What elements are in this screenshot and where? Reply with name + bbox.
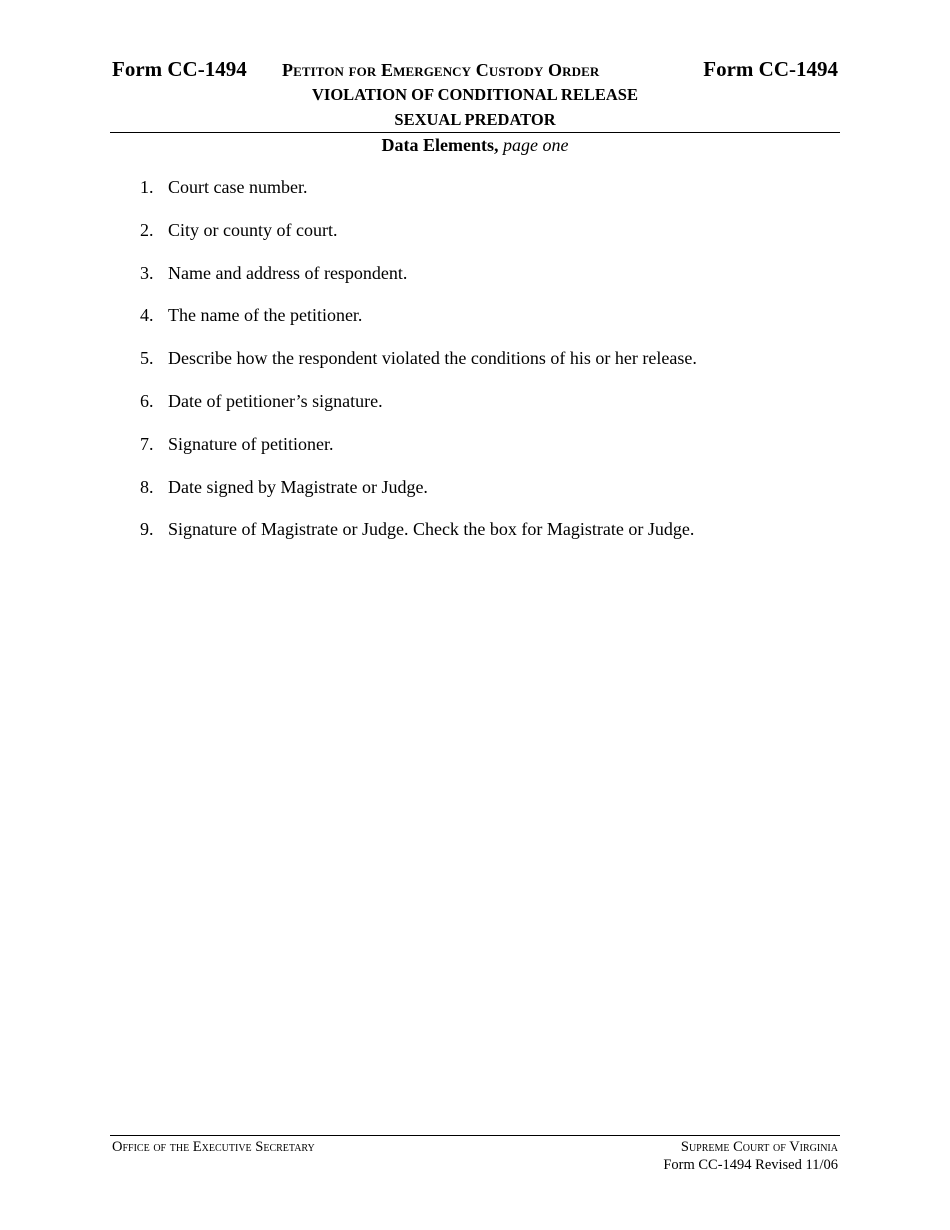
list-item-text: Describe how the respondent violated the conditions of his or her release. [168, 348, 697, 369]
form-subtitle-category: SEXUAL PREDATOR [394, 110, 556, 129]
list-item-text: Signature of Magistrate or Judge. Check the box for Magistrate or Judge. [168, 519, 695, 540]
list-item-text: City or county of court. [168, 219, 338, 240]
form-subtitle-condition: VIOLATION OF CONDITIONAL RELEASE [312, 85, 638, 104]
list-item [136, 176, 836, 219]
list-item-text: Signature of petitioner. [168, 433, 334, 454]
list-item [136, 219, 836, 262]
list-item-number: 6. [140, 390, 154, 411]
list-item-number: 3. [140, 262, 154, 283]
data-elements-list [136, 176, 836, 561]
footer-revision: Form CC-1494 Revised 11/06 [663, 1157, 838, 1173]
form-header [112, 56, 840, 84]
list-item-number: 7. [140, 433, 154, 454]
footer-divider [110, 1135, 840, 1136]
list-item-text: The name of the petitioner. [168, 305, 363, 326]
footer-court: Supreme Court of Virginia [680, 1139, 838, 1155]
list-item-number: 2. [140, 219, 154, 240]
list-item [136, 390, 836, 433]
form-id-right: Form CC-1494 [703, 57, 838, 81]
section-heading-label: Data Elements, [381, 135, 499, 155]
list-item-number: 4. [140, 305, 154, 326]
list-item-number: 5. [140, 348, 154, 369]
section-heading-page: page one [503, 135, 569, 155]
list-item [136, 347, 836, 390]
list-item [136, 518, 836, 561]
footer-office: Office of the Executive Secretary [112, 1139, 315, 1155]
list-item [136, 476, 836, 519]
list-item [136, 262, 836, 305]
header-divider [110, 132, 840, 133]
list-item [136, 304, 836, 347]
list-item-text: Court case number. [168, 177, 308, 197]
section-heading [0, 134, 950, 156]
list-item-number: 9. [140, 519, 154, 540]
footer-court-info [663, 1138, 838, 1174]
list-item-text: Date signed by Magistrate or Judge. [168, 476, 428, 497]
list-item-text: Date of petitioner’s signature. [168, 390, 383, 411]
list-item-number: 1. [140, 177, 154, 197]
list-item [136, 433, 836, 476]
form-title: Petiton for Emergency Custody Order [282, 60, 600, 80]
form-id-left: Form CC-1494 [112, 57, 247, 81]
list-item-number: 8. [140, 476, 154, 497]
list-item-text: Name and address of respondent. [168, 262, 408, 283]
